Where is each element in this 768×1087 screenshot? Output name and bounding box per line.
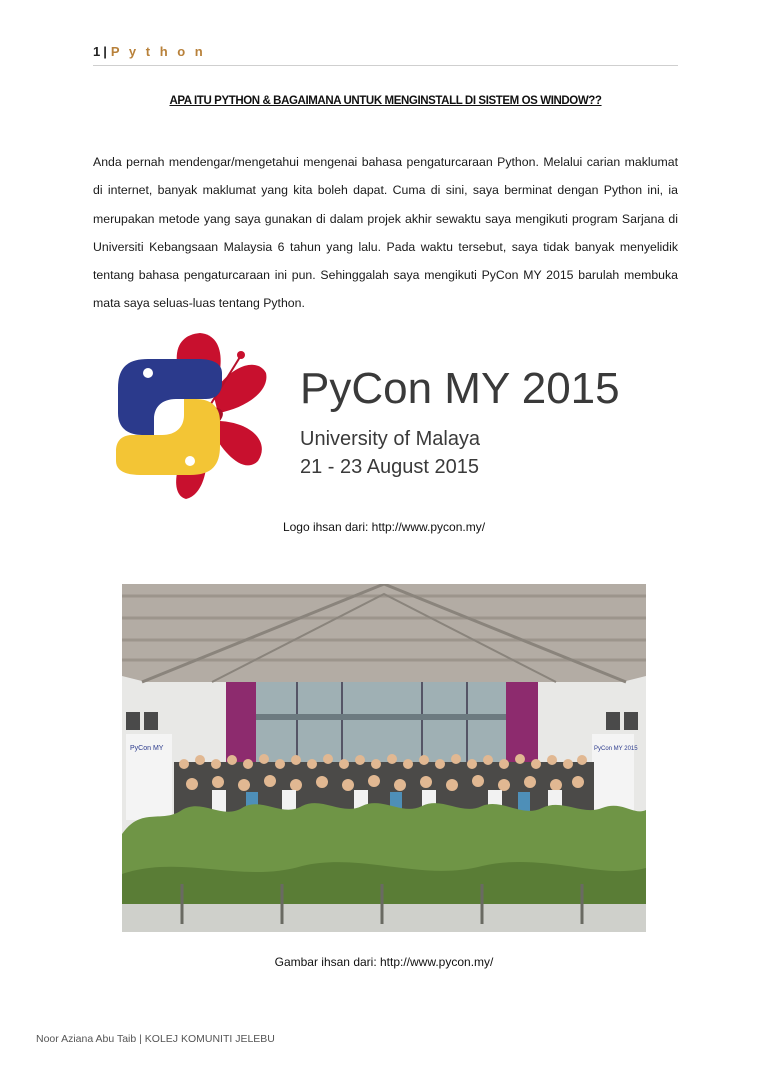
page-header [93,44,678,66]
body-paragraph: Anda pernah mendengar/mengetahui mengenai bahasa pengaturcaraan Python. Melalui carian maklumat di internet, banyak maklumat yang kita boleh dapat. Cuma di sini, saya berminat dengan Python ini, ia merupakan metode yang saya gunakan di dalam projek akhir sewaktu saya mengikuti program Sarjana di Universiti Kebangsaan Malaysia 6 tahun yang lalu. Pada waktu tersebut, saya tidak banyak menyelidik tentang bahasa pengaturcaraan ini pun. Sehinggalah saya mengikuti PyCon MY 2015 barulah membuka mata saya seluas-luas tentang Python. [93,155,678,311]
logo-caption: Logo ihsan dari: http://www.pycon.my/ [282,520,486,534]
photo-caption: Gambar ihsan dari: http://www.pycon.my/ [274,955,494,969]
photo-banner-right: PyCon MY 2015 [594,746,638,752]
python-icon [116,359,222,475]
logo-event-text: PyCon MY 2015 [300,364,620,413]
header-title: P y t h o n [110,44,206,59]
photo-banner-left: PyCon MY [130,745,164,752]
logo-dates-text: 21 - 23 August 2015 [300,456,480,478]
document-title: APA ITU PYTHON & BAGAIMANA UNTUK MENGINSTALL DI SISTEM OS WINDOW?? [169,95,602,107]
logo-venue-text: University of Malaya [300,428,481,450]
page-number: 1 [93,44,101,59]
page-footer: Noor Aziana Abu Taib | KOLEJ KOMUNITI JELEBU [36,1033,275,1045]
header-separator: | [103,44,107,59]
pycon-logo [108,333,648,501]
group-photo [122,584,646,932]
